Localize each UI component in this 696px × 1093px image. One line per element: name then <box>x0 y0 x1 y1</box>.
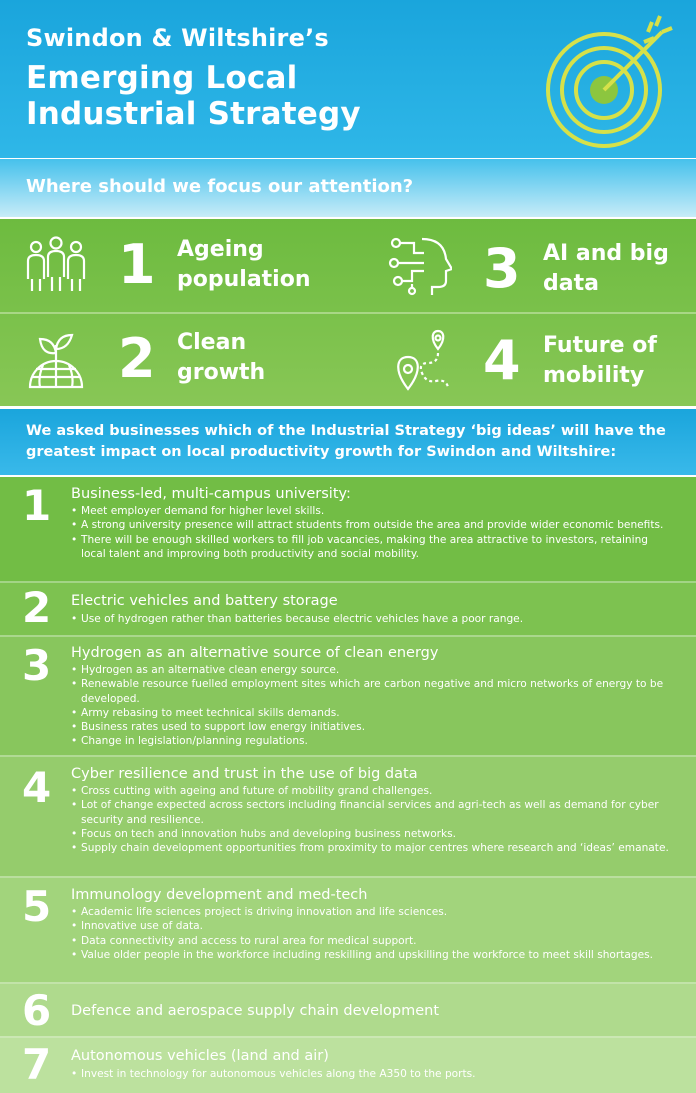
plant-globe-icon <box>24 327 88 391</box>
people-icon <box>24 233 88 297</box>
idea-title: Hydrogen as an alternative source of clean energy <box>71 645 439 661</box>
idea-number: 3 <box>22 641 52 690</box>
question-banner <box>0 159 696 217</box>
idea-number: 4 <box>22 763 52 812</box>
idea-number: 5 <box>22 882 52 931</box>
idea-bullet: • Lot of change expected across sectors including financial services and agri-tech as well as demand for cyber security and resilience. <box>71 798 671 827</box>
idea-title: Electric vehicles and battery storage <box>71 593 338 609</box>
idea-title: Cyber resilience and trust in the use of big data <box>71 766 418 782</box>
idea-bullet: • Supply chain development opportunities from proximity to major centres where research and ‘ideas’ emanate. <box>71 841 671 855</box>
idea-bullets <box>71 663 671 749</box>
idea-3 <box>0 637 696 757</box>
idea-bullet: • Cross cutting with ageing and future of mobility grand challenges. <box>71 784 671 798</box>
header-subtitle: Swindon & Wiltshire’s <box>26 24 329 52</box>
idea-2 <box>0 583 696 637</box>
priority-number: 4 <box>483 329 521 392</box>
question-text: Where should we focus our attention? <box>26 176 414 197</box>
idea-bullets <box>71 784 671 855</box>
target-arrow-icon <box>540 14 680 154</box>
priority-number: 1 <box>118 233 156 296</box>
idea-bullet: • Hydrogen as an alternative clean energy source. <box>71 663 671 677</box>
idea-bullet: • Renewable resource fuelled employment sites which are carbon negative and micro networks of energy to be developed. <box>71 677 671 706</box>
priority-label: Clean growth <box>177 330 266 385</box>
priority-label: AI and big data <box>543 241 669 296</box>
idea-title: Defence and aerospace supply chain development <box>71 1003 440 1019</box>
idea-number: 2 <box>22 583 52 632</box>
priorities-divider <box>0 312 696 314</box>
priority-number: 3 <box>483 237 521 300</box>
idea-bullet: • Academic life sciences project is driving innovation and life sciences. <box>71 905 671 919</box>
priorities-panel <box>0 219 696 406</box>
idea-title: Autonomous vehicles (land and air) <box>71 1048 329 1064</box>
idea-5 <box>0 878 696 984</box>
header-banner <box>0 0 696 158</box>
idea-bullet: • Invest in technology for autonomous vehicles along the A350 to the ports. <box>71 1067 671 1081</box>
idea-bullet: • Army rebasing to meet technical skills demands. <box>71 706 671 720</box>
asked-banner <box>0 409 696 475</box>
idea-bullet: • Focus on tech and innovation hubs and developing business networks. <box>71 827 671 841</box>
header-title: Emerging Local Industrial Strategy <box>26 60 361 132</box>
idea-number: 1 <box>22 481 52 530</box>
idea-bullet: • Use of hydrogen rather than batteries because electric vehicles have a poor range. <box>71 612 671 626</box>
circuit-head-icon <box>388 233 452 297</box>
idea-bullet: • There will be enough skilled workers to fill job vacancies, making the area attractive to investors, retaining local talent and improving both productivity and social mobility. <box>71 533 671 562</box>
idea-bullets <box>71 612 671 626</box>
idea-bullets <box>71 905 671 962</box>
idea-bullets <box>71 1067 671 1081</box>
idea-bullet: • A strong university presence will attract students from outside the area and provide wider economic benefits. <box>71 518 671 532</box>
idea-1 <box>0 477 696 583</box>
idea-bullet: • Meet employer demand for higher level skills. <box>71 504 671 518</box>
idea-title: Immunology development and med-tech <box>71 887 368 903</box>
idea-4 <box>0 757 696 878</box>
idea-7 <box>0 1038 696 1093</box>
idea-number: 7 <box>22 1040 52 1089</box>
idea-bullets <box>71 504 671 561</box>
priority-label: Future of mobility <box>543 333 657 388</box>
priority-label: Ageing population <box>177 237 311 292</box>
idea-bullet: • Data connectivity and access to rural area for medical support. <box>71 934 671 948</box>
idea-number: 6 <box>22 986 52 1035</box>
idea-bullet: • Value older people in the workforce including reskilling and upskilling the workforce to meet skill shortages. <box>71 948 671 962</box>
route-pin-icon <box>390 327 454 391</box>
priority-number: 2 <box>118 327 156 390</box>
idea-bullet: • Change in legislation/planning regulations. <box>71 734 671 748</box>
idea-6 <box>0 984 696 1038</box>
idea-bullet: • Innovative use of data. <box>71 919 671 933</box>
idea-title: Business-led, multi-campus university: <box>71 486 351 502</box>
asked-text: We asked businesses which of the Industrial Strategy ‘big ideas’ will have the greatest impact on local productivity growth for Swindon and Wiltshire: <box>26 423 666 460</box>
idea-bullet: • Business rates used to support low energy initiatives. <box>71 720 671 734</box>
